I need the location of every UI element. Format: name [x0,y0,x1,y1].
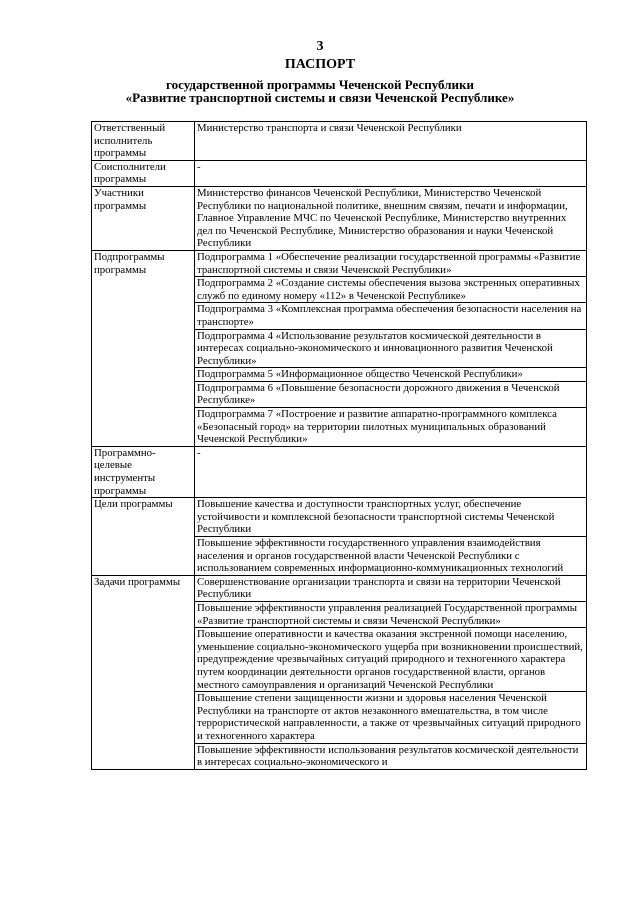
row-participants [92,186,587,250]
document-title: ПАСПОРТ [284,57,356,72]
subprogram-item: Подпрограмма 6 «Повышение безопасности дорожного движения в Чеченской Республике» [195,381,587,407]
row-value: Министерство финансов Чеченской Республики, Министерство Чеченской Республики по национальной политике, внешним связям, печати и информации, Главное Управление МЧС по Чеченской Республике, Министерство внутренних дел по Чеченской Республике, Министерство образования и науки Чеченской Республики [195,186,587,250]
row-tasks [92,575,587,601]
subprogram-item: Подпрограмма 7 «Построение и развитие аппаратно-программного комплекса «Безопасный город» на территории пилотных муниципальных образований Чеченской Республики» [195,408,587,447]
row-label: Соисполнители программы [92,160,195,186]
row-instruments [92,446,587,497]
page-number: 3 [316,39,324,54]
document-subtitle [0,78,640,104]
subprogram-item: Подпрограмма 2 «Создание системы обеспечения вызова экстренных оперативных служб по единому номеру «112» в Чеченской Республике» [195,277,587,303]
task-item: Повышение эффективности использования результатов космической деятельности в интересах социально-экономического и [195,743,587,769]
row-label: Участники программы [92,186,195,250]
subtitle-line-1: государственной программы Чеченской Республики [166,77,474,92]
task-item: Повышение степени защищенности жизни и здоровья населения Чеченской Республики на транспорте от актов незаконного вмешательства, в том числе террористической направленности, а также от чрезвычайных ситуаций природного и техногенного характера [195,692,587,743]
task-item: Повышение эффективности управления реализацией Государственной программы «Развитие транспортной системы и связи Чеченской Республики» [195,601,587,627]
row-label: Цели программы [92,498,195,576]
row-label: Ответственный исполнитель программы [92,122,195,161]
subtitle-line-2: «Развитие транспортной системы и связи Чеченской Республике» [125,90,515,105]
goal-item: Повышение эффективности государственного управления взаимодействия населения и органов государственной власти Чеченской Республики с использованием современных информационно-коммуникационных технологий [195,537,587,576]
row-subprograms [92,250,587,276]
task-item: Повышение оперативности и качества оказания экстренной помощи населению, уменьшение социально-экономического ущерба при возникновении происшествий, предупреждение чрезвычайных ситуаций природного и техногенного характера путем координации деятельности органов государственной власти, органов местного самоуправления и организаций Чеченской Республики [195,628,587,692]
row-coexecutors [92,160,587,186]
row-executor [92,122,587,161]
subprogram-item: Подпрограмма 5 «Информационное общество Чеченской Республики» [195,368,587,382]
row-value: Министерство транспорта и связи Чеченской Республики [195,122,587,161]
subprogram-item: Подпрограмма 1 «Обеспечение реализации государственной программы «Развитие транспортной системы и связи Чеченской Республики» [195,250,587,276]
task-item: Совершенствование организации транспорта и связи на территории Чеченской Республики [195,575,587,601]
row-value: - [195,446,587,497]
row-label: Задачи программы [92,575,195,769]
goal-item: Повышение качества и доступности транспортных услуг, обеспечение устойчивости и комплексной безопасности транспортной системы Чеченской Республики [195,498,587,537]
subprogram-item: Подпрограмма 4 «Использование результатов космической деятельности в интересах социально-экономического и инновационного развития Чеченской Республики» [195,329,587,368]
row-label: Программно-целевые инструменты программы [92,446,195,497]
row-label: Подпрограммы программы [92,250,195,446]
row-value: - [195,160,587,186]
subprogram-item: Подпрограмма 3 «Комплексная программа обеспечения безопасности населения на транспорте» [195,303,587,329]
row-goals [92,498,587,537]
passport-table [91,121,587,770]
